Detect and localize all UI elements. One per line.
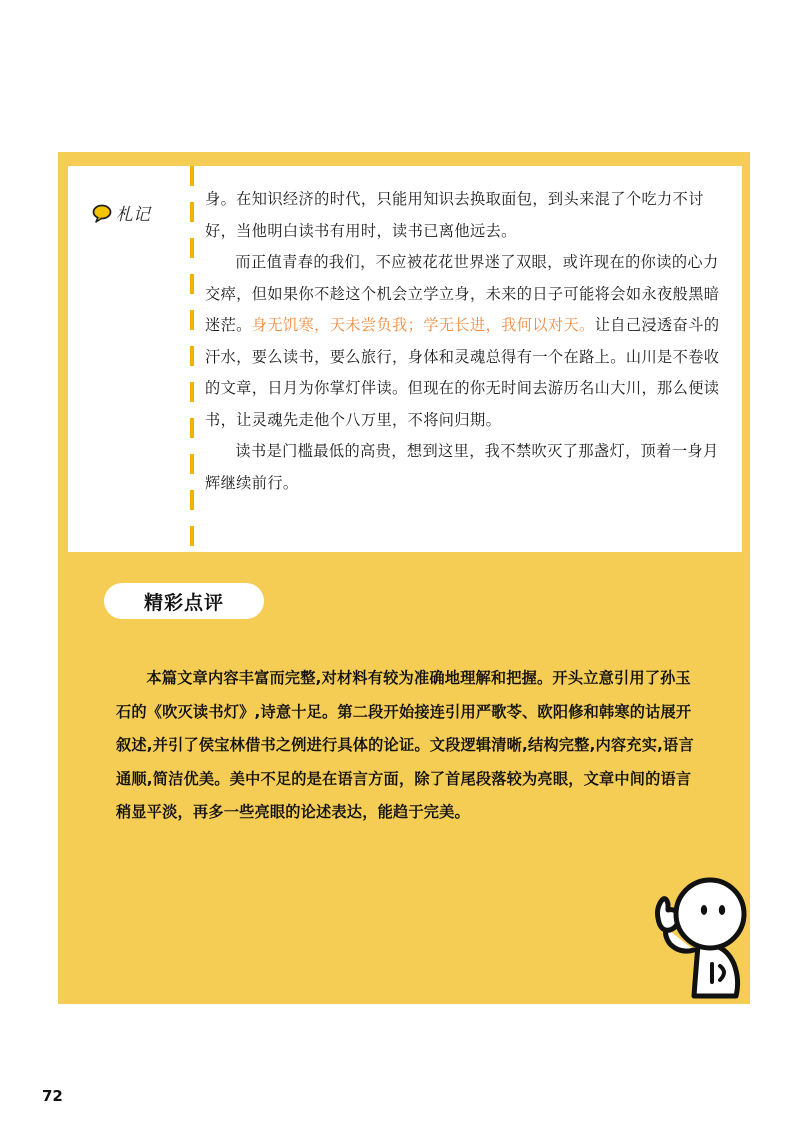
review-title: 精彩点评 [143, 591, 224, 614]
thumbs-up-mascot-icon [636, 872, 748, 1002]
notes-paragraph: 读书是门槛最低的高贵，想到这里，我不禁吹灭了那盏灯，顶着一身月辉继续前行。 [205, 442, 719, 492]
review-paragraph: 本篇文章内容丰富而完整,对材料有较为准确地理解和把握。开头立意引用了孙玉石的《吹灭读书灯》,诗意十足。第二段开始接连引用严歌苓、欧阳修和韩寒的诂展开叙述,并引了侯宝林借书之例进行具体的论证。文段逻辑清晰,结构完整,内容充实,语言通顺,简洁优美。美中不足的是在语言方面，除了首尾段落较为亮眼，文章中间的语言稍显平淡，再多一些亮眼的论述表达，能趋于完美。 [116, 669, 694, 821]
page-number: 72 [42, 1087, 63, 1105]
notes-body [205, 184, 733, 499]
notes-paragraph [205, 247, 733, 436]
notes-label-text: 札记 [116, 205, 150, 225]
notes-label [92, 200, 150, 225]
highlighted-quote: 身无饥寒，天未尝负我；学无长进，我何以对天。 [251, 316, 595, 334]
dashed-divider [190, 166, 194, 552]
notes-text-span: 让自己浸透奋斗的汗水，要么读书，要么旅行，身体和灵魂总得有一个在路上。山川是不卷收的文章，日月为你掌灯伴读。但现在的你无时间去游历名山大川，那么便读书，让灵魂先走他个八万里，不将问归期。 [205, 316, 720, 429]
notes-text-span: 而正值青春的我们，不应被花花世界迷了双眼，或许现在的你读的心力交瘁，但如果你不趁这个机会立学立身，未来的日子可能将会如永夜般黑暗迷茫。 [205, 253, 720, 334]
speech-bubble-icon [92, 203, 114, 223]
notes-paragraph: 身。在知识经济的时代，只能用知识去换取面包，到头来混了个吃力不讨好，当他明白读书有用时，读书已离他远去。 [205, 190, 704, 240]
review-title-tag [104, 583, 264, 619]
review-body [116, 662, 700, 830]
